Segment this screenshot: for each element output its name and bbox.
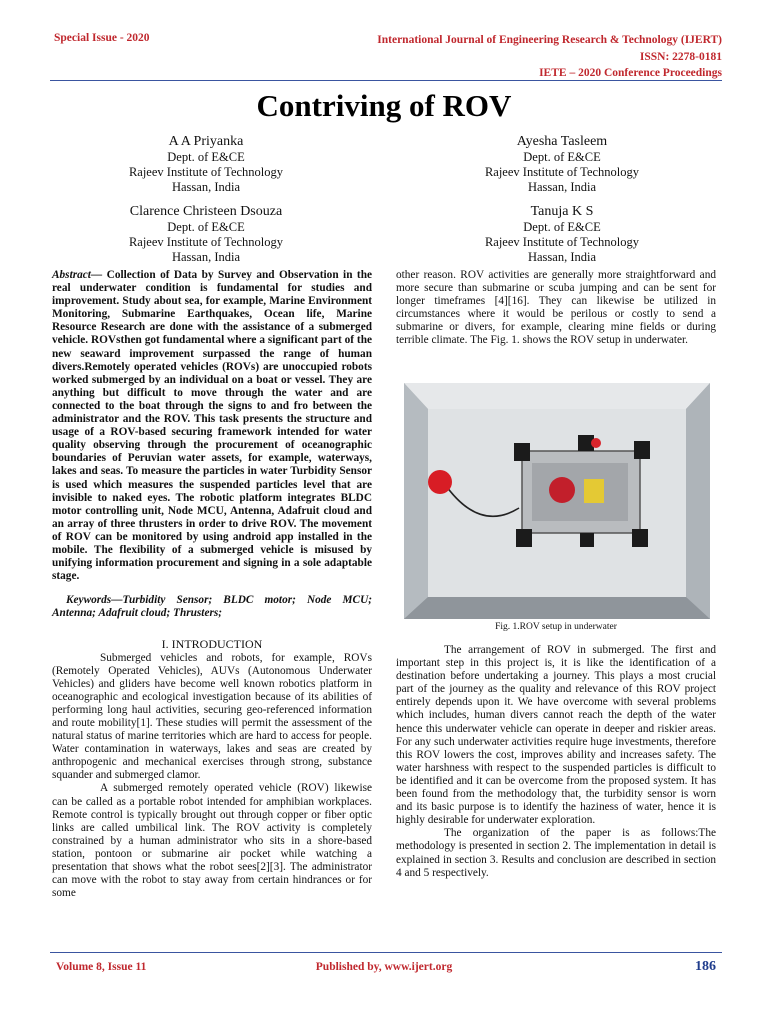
author-dept: Dept. of E&CE — [167, 220, 245, 234]
abstract — [52, 269, 372, 583]
footer-divider — [50, 952, 722, 953]
abstract-lead: Abstract— — [52, 269, 103, 281]
journal-name: International Journal of Engineering Research & Technology (IJERT) — [377, 34, 722, 46]
abstract-text: Collection of Data by Survey and Observation in the real underwater condition is fundamental for studies and improvement. Study about sea, for example, Marine Environment Monitoring, Submarine Earthquakes, Ocean life, Marine Resource Research are done with the assistance of a submerged vehicle. ROVsthen got fundamental where a significant part of the new seaward improvement surpassed the range of human divers.Remotely operated vehicles (ROVs) are unoccupied robots worked submerged by an individual on a boat or vessel. They are anything but difficult to move through the water and are connected to the boat through the signs to and fro between the administrator and the ROV. This task presents the structure and usage of a ROV-based securing framework intended for water quality observing through the procurement of oceanographic boundaries of Peruvian water assets, for example, waterways, lakes and seas. To measure the particles in water Turbidity Sensor is used which measures the suspended particles level that are invisible to naked eyes. The robotic platform integrates BLDC motor controlling unit, Node MCU, Antenna, Adafruit cloud and an array of three thrusters in order to drive ROV. The movement of ROV can be monitored by using android app installed in the mobile. The flexibility of a submerged vehicle is misused by unifying information procurement and signing in a sole adaptable stage. — [52, 269, 372, 583]
author-dept: Dept. of E&CE — [523, 150, 601, 164]
author-dept: Dept. of E&CE — [167, 150, 245, 164]
paragraph: The arrangement of ROV in submerged. The first and important step in this project is, it is like the identification of a destination before undertaking a journey. This plays a most crucial part of the journey as the quality and relevance of this ROV project entirely depends upon it. We have overcome with several problems which includes, human divers cannot reach the depth of the water hence this underwater vehicle can operate in deeper and riskier areas. For any such underwater activities require huge investments, therefore this ROV lowers the cost, improves ability and increases safety. The water harshness with respect to the suspended particles is difficult to be identified and it can be overcome from the proposed system. It has been found from the methodology that, the turbidity sensor is worn and its basic purpose is to identify the haziness of water, hence it is highly desirable for underwater exploration. — [396, 644, 716, 827]
page-number: 186 — [695, 959, 716, 974]
figure-caption: Fig. 1.ROV setup in underwater — [495, 622, 617, 632]
paragraph: The organization of the paper is as follows:The methodology is presented in section 2. The implementation in detail is explained in section 3. Results and conclusion are described in section 4 and 5 respectively. — [396, 827, 716, 879]
buoy-ball — [428, 470, 452, 494]
right-column-bottom — [396, 644, 716, 880]
rov-photo-illustration — [404, 383, 710, 619]
paragraph: Submerged vehicles and robots, for example, ROVs (Remotely Operated Vehicles), AUVs (Autonomous Underwater Vehicles) and gliders have become well known robotics platform in oceanographic and ecological investigation because of its abilities of performing long haul activities, securing geo-referenced information and route mobility[1]. These studies will permit the assessment of the natural status of marine territories which are hard to access for people. Water contamination in waterways, lakes and seas are created by anthropogenic and mechanical exercises through strong, substance squander and submerged clamor. — [52, 651, 372, 782]
author-block — [412, 133, 712, 195]
keywords: Keywords—Turbidity Sensor; BLDC motor; Node MCU; Antenna; Adafruit cloud; Thrusters; — [52, 594, 372, 620]
paragraph: other reason. ROV activities are generally more straightforward and more secure than submarine or scuba jumping and can be sent for longer timeframes [4][16]. They can likewise be utilized in circumstances where it would be perilous or costly to send a submarine or divers, for example, clearing mine fields or during terrible climate. The Fig. 1. shows the ROV setup in underwater. — [396, 269, 716, 347]
header-divider — [50, 80, 722, 81]
author-institution: Rajeev Institute of Technology — [128, 235, 284, 249]
author-institution: Rajeev Institute of Technology — [128, 165, 284, 179]
special-issue-label: Special Issue - 2020 — [54, 32, 150, 44]
issn: ISSN: 2278-0181 — [639, 50, 722, 63]
author-name: A A Priyanka — [168, 134, 244, 149]
proceedings: IETE – 2020 Conference Proceedings — [539, 67, 722, 79]
paper-title: Contriving of ROV — [256, 88, 512, 123]
author-name: Clarence Christeen Dsouza — [129, 204, 283, 219]
publisher-link[interactable]: Published by, www.ijert.org — [315, 961, 453, 973]
section-heading: I. INTRODUCTION — [161, 637, 263, 652]
author-location: Hassan, India — [171, 250, 241, 264]
volume-label: Volume 8, Issue 11 — [56, 961, 147, 973]
author-name: Ayesha Tasleem — [516, 134, 608, 149]
author-institution: Rajeev Institute of Technology — [484, 235, 640, 249]
author-location: Hassan, India — [527, 180, 597, 194]
author-name: Tanuja K S — [530, 204, 594, 219]
author-block — [56, 203, 356, 265]
author-location: Hassan, India — [171, 180, 241, 194]
journal-header — [377, 32, 722, 82]
author-block — [412, 203, 712, 265]
author-institution: Rajeev Institute of Technology — [484, 165, 640, 179]
author-block — [56, 133, 356, 195]
rov-figure — [404, 383, 710, 619]
right-column-top — [396, 269, 716, 348]
left-column — [52, 269, 372, 900]
paragraph: A submerged remotely operated vehicle (ROV) likewise can be called as a portable robot intended for amphibian workplaces. Remote control is typically brought out through copper or fiber optic links are called umbilical link. The ROV activity is completely constrained by a human administrator who sits in a shore-based station, pontoon or submarine air pocket while watching a presentation that shows what the robot sees[2][3]. The administrator can move with the robot to stay away from certain hindrances or for some — [52, 782, 372, 900]
author-location: Hassan, India — [527, 250, 597, 264]
author-dept: Dept. of E&CE — [523, 220, 601, 234]
